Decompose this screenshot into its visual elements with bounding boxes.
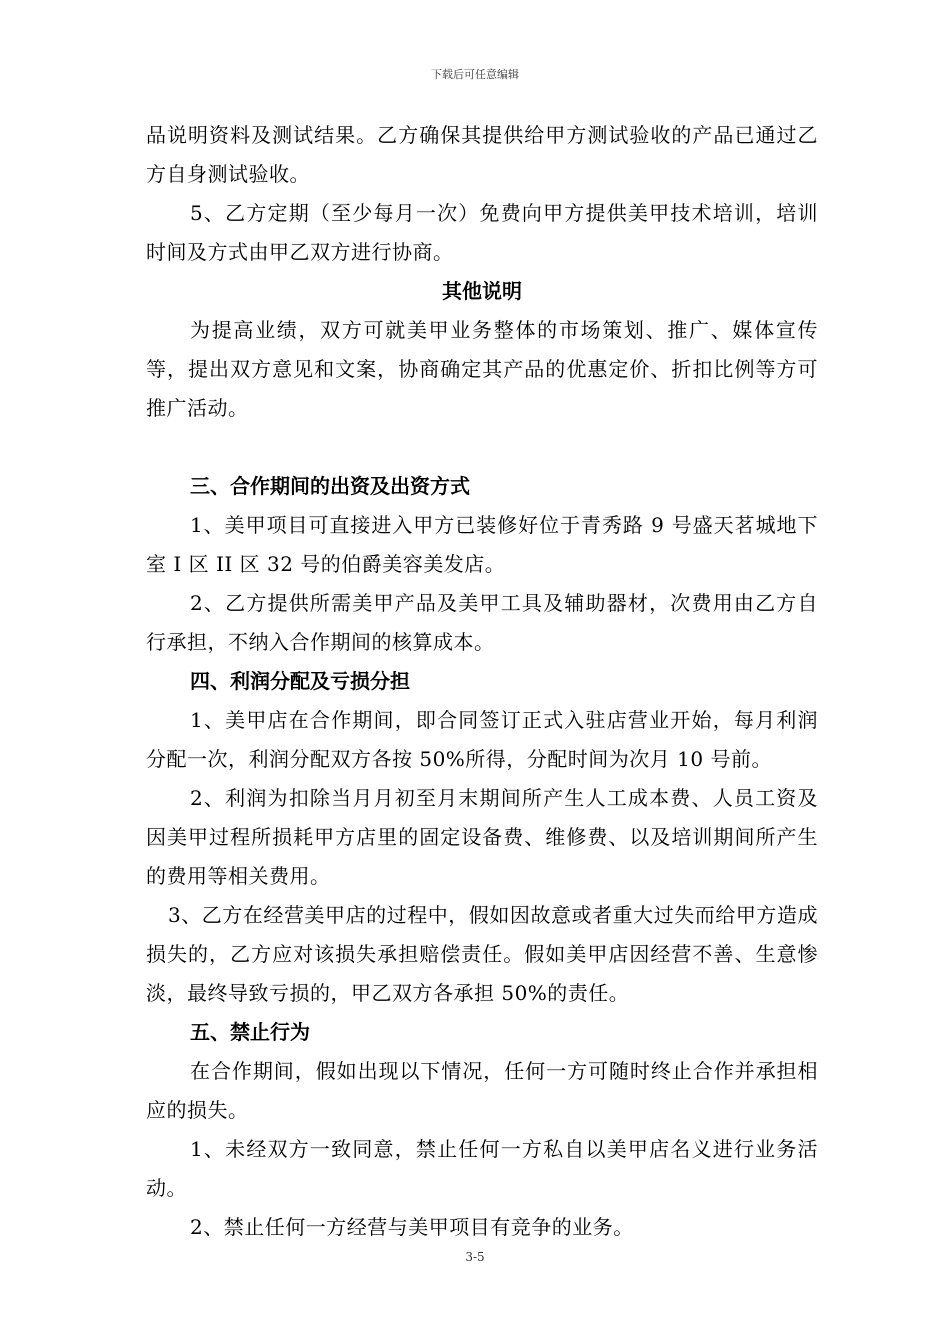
paragraph-continuation: 品说明资料及测试结果。乙方确保其提供给甲方测试验收的产品已通过乙方自身测试验收。 [146, 123, 818, 186]
paragraph-4-1: 1、美甲店在合作期间，即合同签订正式入驻店营业开始，每月利润分配一次，利润分配双方各按 50%所得，分配时间为次月 10 号前。 [146, 708, 818, 771]
paragraph-3-2: 2、乙方提供所需美甲产品及美甲工具及辅助器材，次费用由乙方自行承担，不纳入合作期间的核算成本。 [146, 591, 818, 654]
paragraph-other-notes: 为提高业绩，双方可就美甲业务整体的市场策划、推广、媒体宣传等，提出双方意见和文案，协商确定其产品的优惠定价、折扣比例等方可推广活动。 [146, 318, 818, 420]
paragraph-5-intro: 在合作期间，假如出现以下情况，任何一方可随时终止合作并承担相应的损失。 [146, 1059, 818, 1122]
paragraph-5-1: 1、未经双方一致同意，禁止任何一方私自以美甲店名义进行业务活动。 [146, 1137, 818, 1200]
page-header: 下载后可任意编辑 [431, 68, 519, 81]
section-heading-3: 三、合作期间的出资及出资方式 [190, 474, 470, 498]
section-heading-5: 五、禁止行为 [190, 1020, 310, 1044]
paragraph-4-3: 3、乙方在经营美甲店的过程中，假如因故意或者重大过失而给甲方造成损失的，乙方应对该损失承担赔偿责任。假如美甲店因经营不善、生意惨淡，最终导致亏损的，甲乙双方各承担 50%的责任。 [146, 903, 818, 1005]
blank-line [146, 428, 818, 467]
document-body [146, 116, 818, 1247]
section-heading-4: 四、利润分配及亏损分担 [190, 669, 410, 693]
paragraph-item-5: 5、乙方定期（至少每月一次）免费向甲方提供美甲技术培训，培训时间及方式由甲乙双方进行协商。 [146, 201, 818, 264]
paragraph-4-2: 2、利润为扣除当月月初至月末期间所产生人工成本费、人员工资及因美甲过程所损耗甲方店里的固定设备费、维修费、以及培训期间所产生的费用等相关费用。 [146, 786, 818, 888]
page-number: 3-5 [465, 1250, 485, 1264]
section-title-other: 其他说明 [442, 279, 522, 303]
paragraph-5-2: 2、禁止任何一方经营与美甲项目有竞争的业务。 [190, 1215, 634, 1239]
paragraph-3-1: 1、美甲项目可直接进入甲方已装修好位于青秀路 9 号盛天茗城地下室 I 区 II 区 32 号的伯爵美容美发店。 [146, 513, 818, 576]
